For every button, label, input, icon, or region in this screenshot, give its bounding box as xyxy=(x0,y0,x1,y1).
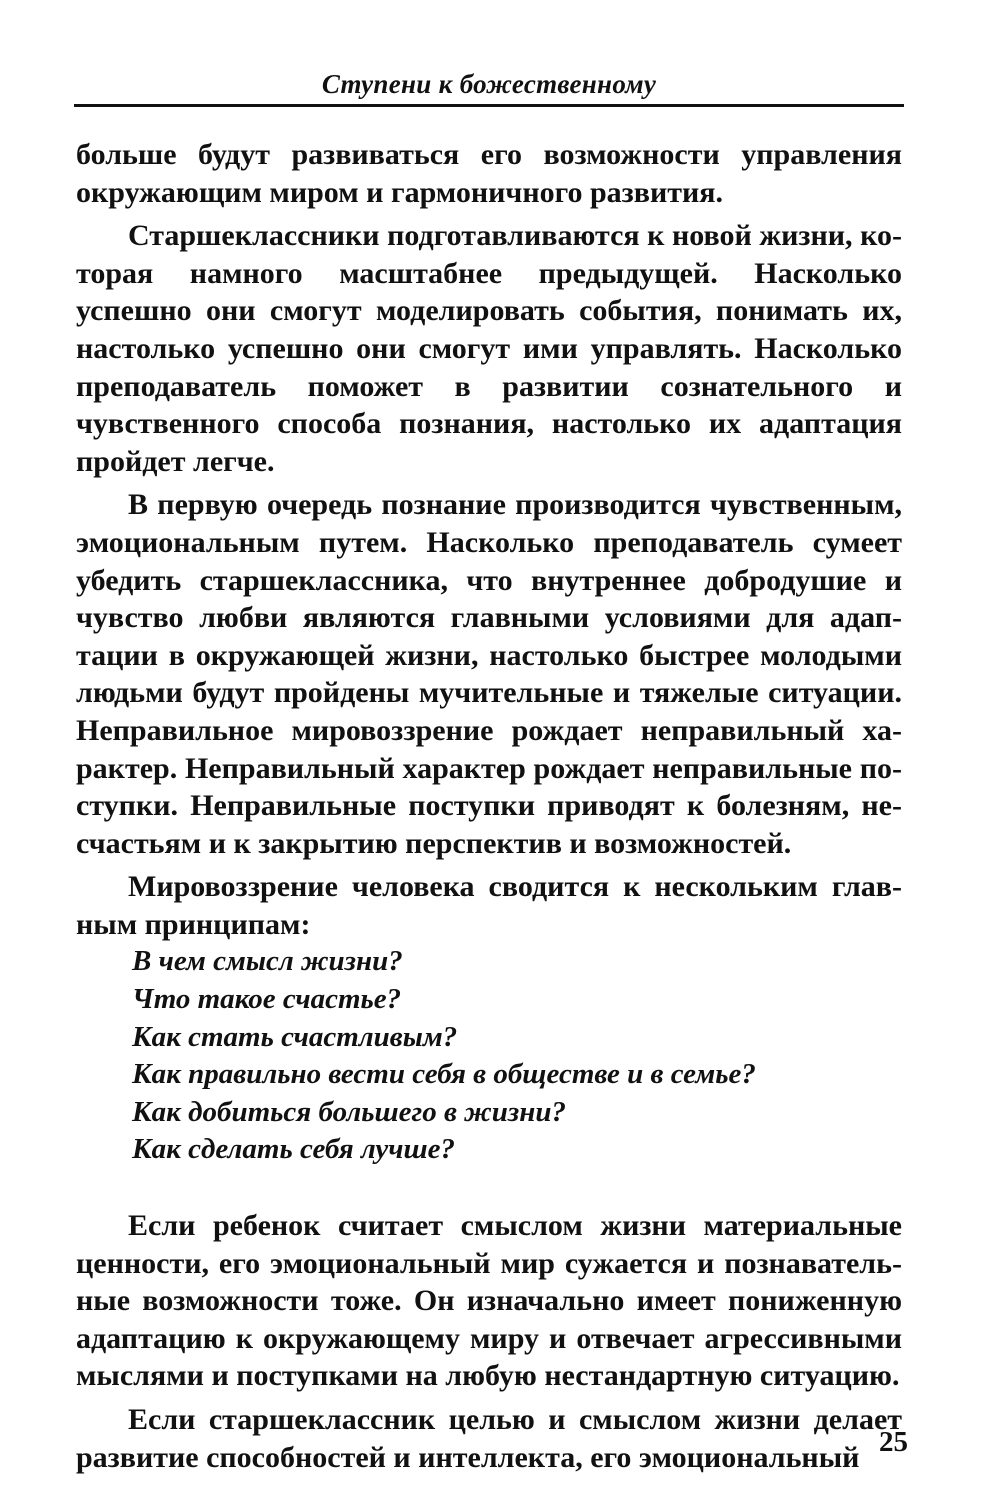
page-number: 25 xyxy=(879,1426,908,1458)
paragraph: Если ребенок считает смыслом жизни материальные ценности, его эмоциональный мир сужается и познавательные возможности тоже. Он изначально имеет пониженную адаптацию к окружающему миру и отвечает агрессивными мыслями и поступками на любую нестандартную ситуацию. xyxy=(76,1209,902,1393)
question-item: Что такое счастье? xyxy=(132,983,402,1016)
paragraph: Старшеклассники подготавливаются к новой жизни, которая намного масштабнее предыдущей. Насколько успешно они смогут моделировать события, понимать их, настолько успешно они смогут ими управлять. Насколько преподаватель поможет в развитии сознательного и чувственного способа познания, настолько их адаптация пройдет легче. xyxy=(76,219,902,478)
question-item: Как правильно вести себя в обществе и в семье? xyxy=(132,1058,756,1091)
paragraph: В первую очередь познание производится чувственным, эмоциональным путем. Насколько преподаватель сумеет убедить старшеклассника, что внутреннее добродушие и чувство любви являются главными условиями для адаптации в окружающей жизни, настолько быстрее молодыми людьми будут пройдены мучительные и тяжелые ситуации. Неправильное мировоззрение рождает неправильный характер. Неправильный характер рождает неправильные поступки. Неправильные поступки приводят к болезням, несчастьям и к закрытию перспектив и возможностей. xyxy=(76,488,902,860)
body-text xyxy=(76,136,902,1476)
paragraph: Мировоззрение человека сводится к нескольким главным принципам: xyxy=(76,870,902,941)
question-list xyxy=(76,943,902,1169)
question-item: Как сделать себя лучше? xyxy=(132,1133,456,1166)
question-item: В чем смысл жизни? xyxy=(132,945,403,978)
question-item: Как стать счастливым? xyxy=(132,1020,458,1053)
running-head: Ступени к божественному xyxy=(321,69,657,99)
paragraph: Если старшеклассник целью и смыслом жизни делает развитие способностей и интеллекта, его эмоциональный xyxy=(76,1403,902,1474)
question-item: Как добиться большего в жизни? xyxy=(132,1095,566,1128)
header-rule xyxy=(74,104,904,107)
paragraph: больше будут развиваться его возможности управления окружающим миром и гармоничного развития. xyxy=(76,138,902,209)
